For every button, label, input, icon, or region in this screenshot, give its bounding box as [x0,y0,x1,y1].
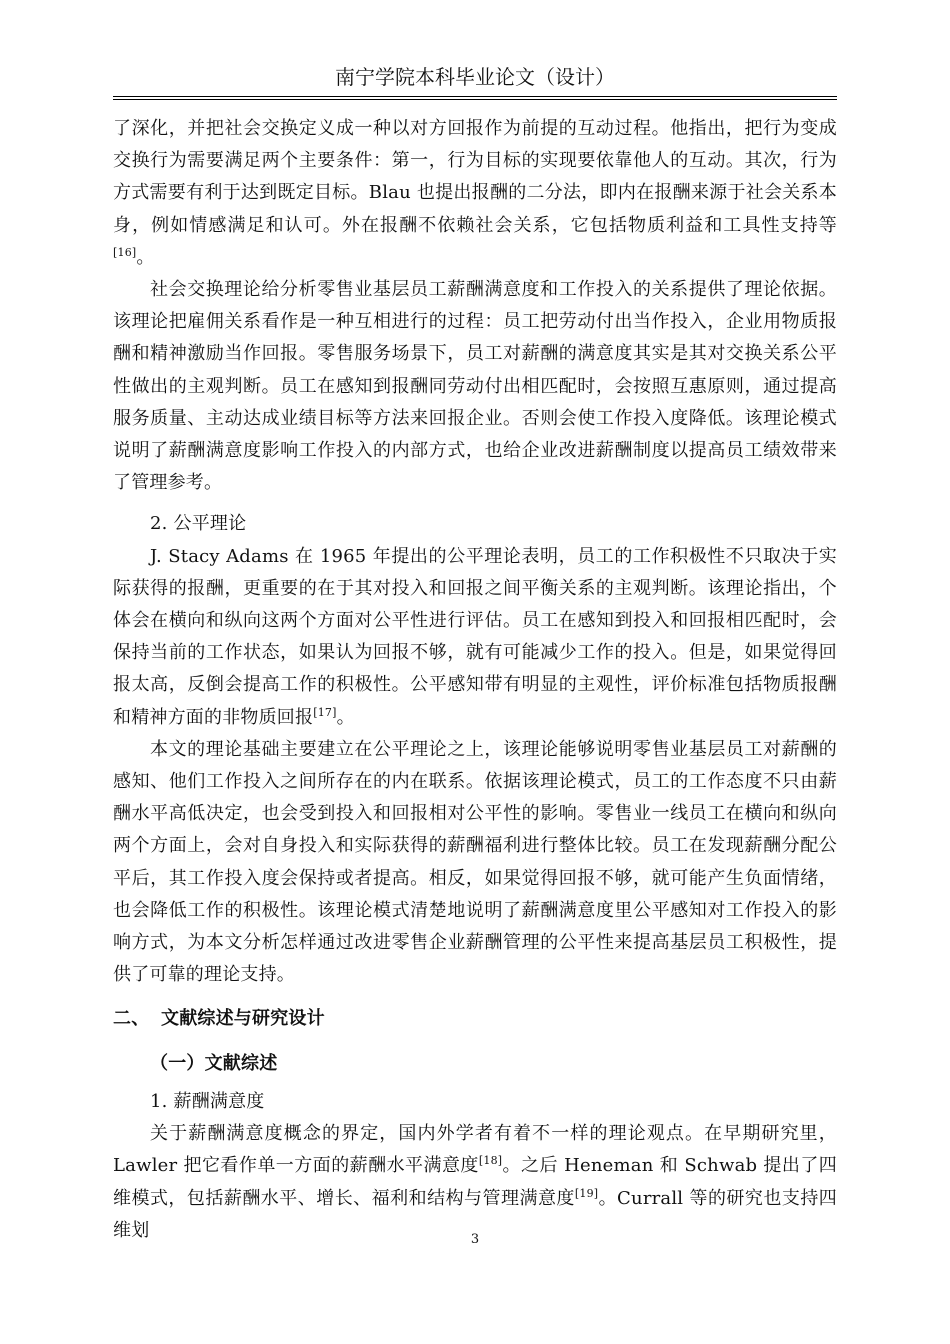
page-number: 3 [470,1232,480,1247]
citation: [18] [478,1154,503,1168]
citation: [16] [113,245,137,259]
paragraph: J. Stacy Adams 在 1965 年提出的公平理论表明，员工的工作积极性不只取决于实际获得的报酬，更重要的在于其对投入和回报之间平衡关系的主观判断。该理论指出，个体会在横向和纵向这两个方面对公平性进行评估。员工在感知到投入和回报相匹配时，会保持当前的工作状态，如果认为回报不够，就有可能减少工作的投入。但是，如果觉得回报太高，反倒会提高工作的积极性。公平感知带有明显的主观性，评价标准包括物质报酬和精神方面的非物质回报[17]。 [113,545,837,728]
page-body [113,113,837,1247]
header-rule-double [113,99,837,100]
citation: [17] [313,705,337,719]
citation: [19] [574,1186,599,1200]
paragraph: 关于薪酬满意度概念的界定，国内外学者有着不一样的理论观点。在早期研究里，Lawler 把它看作单一方面的薪酬水平满意度[18]。之后 Heneman 和 Schwab 提出了四维模式，包括薪酬水平、增长、福利和结构与管理满意度[19]。Currall 等的研究也支持四维划 [113,1123,837,1241]
subsection-heading: 2. 公平理论 [150,513,247,535]
subsection-heading: 1. 薪酬满意度 [150,1090,265,1112]
paragraph: 社会交换理论给分析零售业基层员工薪酬满意度和工作投入的关系提供了理论依据。该理论把雇佣关系看作是一种互相进行的过程：员工把劳动付出当作投入，企业用物质报酬和精神激励当作回报。零售服务场景下，员工对薪酬的满意度其实是其对交换关系公平性做出的主观判断。员工在感知到报酬同劳动付出相匹配时，会按照互惠原则，通过提高服务质量、主动达成业绩目标等方法来回报企业。否则会使工作投入度降低。该理论模式说明了薪酬满意度影响工作投入的内部方式，也给企业改进薪酬制度以提高员工绩效带来了管理参考。 [113,279,837,494]
section-subheading: （一）文献综述 [150,1052,278,1074]
paragraph: 了深化，并把社会交换定义成一种以对方回报作为前提的互动过程。他指出，把行为变成交换行为需要满足两个主要条件：第一，行为目标的实现要依靠他人的互动。其次，行为方式需要有利于达到既定目标。Blau 也提出报酬的二分法，即内在报酬来源于社会关系本身，例如情感满足和认可。外在报酬不依赖社会关系，它包括物质利益和工具性支持等[16]。 [113,118,837,268]
section-heading: 二、 文献综述与研究设计 [113,1008,325,1030]
paragraph: 本文的理论基础主要建立在公平理论之上，该理论能够说明零售业基层员工对薪酬的感知、他们工作投入之间所存在的内在联系。依据该理论模式，员工的工作态度不只由薪酬水平高低决定，也会受到投入和回报相对公平性的影响。零售业一线员工在横向和纵向两个方面上，会对自身投入和实际获得的薪酬福利进行整体比较。员工在发现薪酬分配公平后，其工作投入度会保持或者提高。相反，如果觉得回报不够，就可能产生负面情绪，也会降低工作的积极性。该理论模式清楚地说明了薪酬满意度里公平感知对工作投入的影响方式，为本文分析怎样通过改进零售企业薪酬管理的公平性来提高基层员工积极性，提供了可靠的理论支持。 [113,738,837,986]
running-header: 南宁学院本科毕业论文（设计） [335,65,615,89]
header-rule [113,96,837,97]
